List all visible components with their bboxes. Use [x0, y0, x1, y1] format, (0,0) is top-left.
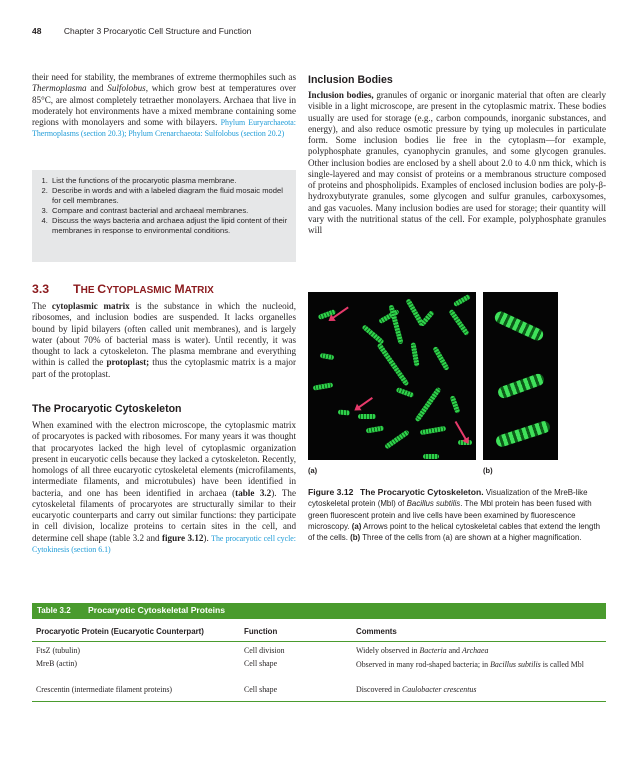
- cytoskeletal-proteins-table: [32, 619, 606, 709]
- inclusion-bodies-heading: Inclusion Bodies: [308, 74, 393, 86]
- table-header-function: Function: [244, 627, 278, 636]
- running-header: [32, 26, 251, 36]
- inclusion-bodies-paragraph: Inclusion bodies, granules of organic or inorganic material that often are clearly visible in a light microscope, are present in the cytoplasmic matrix. These bodies usually are used for storage (e.g., carbon compounds, inorganic substances, and energy), and also reduce osmotic pressure by tying up molecules in particulate form. Some inclusion bodies lie free in the cytoplasm—for example, polyphosphate granules, cyanophycin granules, and some glycogen granules. Other inclusion bodies are enclosed by a shell about 2.0 to 4.0 nm thick, which is single-layered and may consist of proteins or a membranous structure composed of proteins and phospholipids. Examples of enclosed inclusion bodies are poly-β-hydroxybutyrate granules, some glycogen and sulfur granules, carboxysomes, and gas vacuoles. Many inclusion bodies are used for storage; their quantity will vary with the nutritional status of the cell. For example, polyphosphate granules will: [308, 90, 606, 235]
- table-row: MreB (actin): [36, 659, 77, 668]
- micrograph-panel-b: [483, 292, 558, 460]
- table-header-comments: Comments: [356, 627, 397, 636]
- table-row: FtsZ (tubulin): [36, 646, 81, 655]
- table-title: Procaryotic Cytoskeletal Proteins: [88, 605, 226, 615]
- table-cell: Cell shape: [244, 659, 278, 668]
- table-cell: Cell division: [244, 646, 285, 655]
- cytoskeleton-paragraph: When examined with the electron microscope, the cytoplasmic matrix of procaryotes is packed with ribosomes. For many years it was thought that procaryotes lacked the high level of cytoplasmic organization present in eucaryotic cells because they lacked a cytoskeleton. Recently, homologs of all three eucaryotic cytoskeletal elements (microfilaments, intermediate filaments, and microtubules) have been identified in bacteria, and one has been identified in archaea (table 3.2). The cytoskeletal filaments of procaryotes are structurally similar to their eucaryotic counterparts and carry out similar functions: they participate in cell division, localize proteins to certain sites in the cell, and determine cell shape (table 3.2 and figure 3.12). The procaryotic cell cycle: Cytokinesis (section 6.1): [32, 420, 296, 554]
- table-divider: [32, 641, 606, 642]
- table-cell: Widely observed in Bacteria and Archaea: [356, 646, 489, 655]
- table-cell: Discovered in Caulobacter crescentus: [356, 685, 477, 694]
- table-header-protein: Procaryotic Protein (Eucaryotic Counterpart): [36, 627, 204, 636]
- figure-caption: Figure 3.12 The Procaryotic Cytoskeleton. Visualization of the MreB-like cytoskeletal protein (Mbl) of Bacillus subtilis. The Mbl protein has been fused with green fluorescent protein and live cells have been examined by fluorescence microscopy. (a) Arrows point to the helical cytoskeletal cables that extend the length of the cells. (b) Three of the cells from (a) are shown at a higher magnification.: [308, 487, 600, 543]
- panel-label-b: (b): [483, 466, 493, 475]
- page-number: 48: [32, 26, 42, 36]
- cytoplasmic-matrix-paragraph: The cytoplasmic matrix is the substance in which the nucleoid, ribosomes, and inclusion bodies are suspended. It lacks organelles bound by lipid bilayers (often called unit membranes), and is largely water (about 70% of bacterial mass is water). Until recently, it was thought to lack a cytoskeleton. The plasma membrane and everything within is called the protoplast; thus the cytoplasmic matrix is a major part of the protoplast.: [32, 301, 297, 379]
- table-cell: Observed in many rod-shaped bacteria; in Bacillus subtilis is called Mbl: [356, 660, 584, 669]
- table-cell: Cell shape: [244, 685, 278, 694]
- learning-objectives-box: [32, 170, 296, 262]
- objective-item: 1. List the functions of the procaryotic plasma membrane.: [50, 176, 288, 186]
- micrograph-panel-a: [308, 292, 476, 460]
- objective-item: 3. Compare and contrast bacterial and archaeal membranes.: [50, 206, 288, 216]
- panel-label-a: (a): [308, 466, 318, 475]
- arrow-indicator: [357, 397, 373, 409]
- objective-item: 2. Describe in words and with a labeled diagram the fluid mosaic model for cell membranes.: [50, 186, 288, 206]
- table-title-bar: [32, 603, 606, 619]
- table-bottom-rule: [32, 701, 606, 702]
- section-heading: [32, 282, 214, 296]
- cross-reference-link[interactable]: Phylum Euryarchaeota: Thermoplasms (section 20.3); Phylum Crenarchaeota: Sulfolobus (section 20.2): [32, 118, 296, 139]
- table-number: Table 3.2: [32, 603, 76, 619]
- cross-reference-link[interactable]: The procaryotic cell cycle: Cytokinesis (section 6.1): [32, 533, 296, 554]
- table-row: Crescentin (intermediate filament proteins): [36, 685, 173, 694]
- section-title: THE CYTOPLASMIC MATRIX: [73, 282, 214, 296]
- subsection-heading: The Procaryotic Cytoskeleton: [32, 403, 182, 415]
- section-number: 3.3: [32, 282, 50, 296]
- arrow-indicator: [455, 421, 468, 441]
- objective-item: 4. Discuss the ways bacteria and archaea adjust the lipid content of their membranes in response to environmental conditions.: [50, 216, 288, 236]
- intro-paragraph: their need for stability, the membranes of extreme thermophiles such as Thermoplasma and Sulfolobus, which grow best at temperatures over 85°C, are almost completely tetraether monolayers. Archaea that live in moderately hot environments have a mixed membrane containing some regions with monolayers and some with bilayers. Phylum Euryarchaeota: Thermoplasms (section 20.3); Phylum Crenarchaeota: Sulfolobus (section 20.2): [32, 72, 296, 139]
- chapter-title: Chapter 3 Procaryotic Cell Structure and Function: [63, 26, 252, 36]
